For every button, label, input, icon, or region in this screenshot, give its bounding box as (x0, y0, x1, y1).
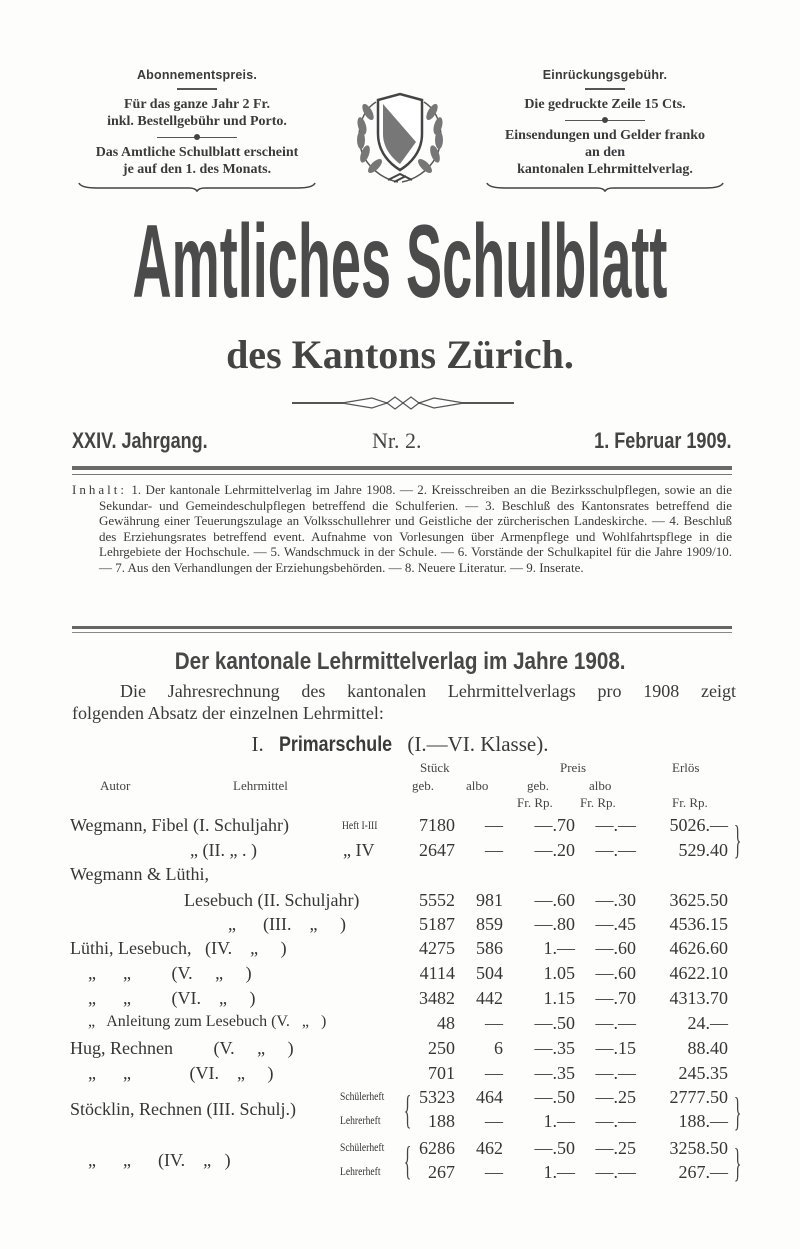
col-header-stueck-geb: geb. (412, 778, 435, 793)
section-heading: I. Primarschule (I.—VI. Klasse). (251, 732, 549, 756)
col-header-stueck-albo: albo (466, 778, 489, 793)
bracket: } (733, 1089, 742, 1134)
advertising-heading: Einrückungsgebühr. (542, 68, 668, 82)
contents-label: Inhalt: (72, 482, 127, 497)
brace-divider (77, 182, 317, 192)
table-row: Wegmann & Lüthi, (70, 864, 210, 884)
unit-erloes: Fr. Rp. (672, 795, 708, 810)
table-row: „ „ (V. „ ) 4114 504 1.05 —.60 4622.10 (88, 963, 728, 983)
table-of-contents (72, 482, 732, 576)
table-row: Stöcklin, Rechnen (III. Schulj.) (70, 1099, 296, 1119)
submissions-to: an den (584, 144, 626, 160)
bracket: } (733, 1140, 742, 1185)
col-header-erloes: Erlös (672, 760, 700, 775)
publication-note: Das Amtliche Schulblatt erscheint (95, 144, 299, 160)
col-header-stueck: Stück (420, 760, 450, 775)
table-row: Wegmann, Fibel (I. Schuljahr) Heft I-III 7180 — —.70 —.— 5026.— (70, 815, 728, 835)
double-rule (72, 466, 732, 475)
divider (585, 88, 625, 90)
table-row: „ „ (VI. „ ) 3482 442 1.15 —.70 4313.70 (88, 988, 728, 1008)
issue-date: 1. Februar 1909. (594, 428, 732, 453)
table-row: „ Anleitung zum Lesebuch (V. „ ) 48 — —.50 —.— 24.— (88, 1013, 728, 1033)
table-row: „ (III. „ ) 5187 859 —.80 —.45 4536.15 (228, 914, 728, 934)
col-header-autor: Autor (100, 778, 131, 793)
col-header-preis-albo: albo (589, 778, 612, 793)
rule (72, 626, 732, 629)
unit-preis-albo: Fr. Rp. (580, 795, 616, 810)
divider (177, 88, 217, 90)
col-header-preis-geb: geb. (527, 778, 550, 793)
article-title: Der kantonale Lehrmittelverlag im Jahre 1908. (174, 648, 626, 675)
masthead (0, 204, 800, 320)
bracket: { (403, 1087, 412, 1132)
col-header-lehrmittel: Lehrmittel (233, 778, 288, 793)
volume: XXIV. Jahrgang. (72, 428, 208, 453)
unit-preis-geb: Fr. Rp. (517, 795, 553, 810)
table-row: Hug, Rechnen (V. „ ) 250 6 —.35 —.15 88.40 (70, 1038, 728, 1058)
submissions-note: Einsendungen und Gelder franko (504, 127, 706, 143)
ornament-divider (565, 116, 645, 124)
bracket: { (403, 1138, 412, 1183)
table-row: „ (II. „ . ) „ IV 2647 — —.20 —.— 529.40 (190, 840, 728, 860)
subscription-includes: inkl. Bestellgebühr und Porto. (107, 113, 287, 129)
ornament-divider (292, 395, 514, 411)
table-row: „ „ (VI. „ ) 701 — —.35 —.— 245.35 (88, 1063, 728, 1083)
table-row: Schülerheft 6286 462 —.50 —.25 3258.50 (340, 1138, 728, 1158)
bracket: } (733, 817, 742, 862)
advertising-info (470, 68, 740, 192)
zurich-coat-of-arms-icon (342, 82, 458, 190)
advertising-rate: Die gedruckte Zeile 15 Cts. (524, 96, 686, 112)
masthead-title: Amtliches Schulblatt (132, 204, 668, 320)
rule (72, 632, 732, 633)
subscription-info (62, 68, 332, 192)
publication-schedule: je auf den 1. des Monats. (122, 161, 272, 177)
table-row: Lehrerheft 188 — 1.— —.— 188.— (340, 1111, 728, 1131)
table-row: Lesebuch (II. Schuljahr) 5552 981 —.60 —.30 3625.50 (184, 890, 728, 910)
table-row: Schülerheft 5323 464 —.50 —.25 2777.50 (340, 1087, 728, 1107)
table-row: „ „ (IV. „ ) (88, 1150, 231, 1170)
brace-divider (485, 182, 725, 192)
issue-number: Nr. 2. (372, 428, 422, 453)
table-row: Lüthi, Lesebuch, (IV. „ ) 4275 586 1.— —.60 4626.60 (70, 938, 728, 958)
article-intro: Die Jahresrechnung des kantonalen Lehrmittelverlags pro 1908 zeigt folgenden Absatz der einzelnen Lehrmittel: (72, 681, 736, 723)
subscription-heading: Abonnementspreis. (136, 68, 258, 82)
masthead-subtitle: des Kantons Zürich. (226, 332, 574, 377)
table-row: Lehrerheft 267 — 1.— —.— 267.— (340, 1162, 728, 1182)
col-header-preis: Preis (560, 760, 586, 775)
subscription-price: Für das ganze Jahr 2 Fr. (124, 96, 270, 112)
submissions-recipient: kantonalen Lehrmittelverlag. (517, 161, 693, 177)
ornament-divider (157, 133, 237, 141)
contents-text: 1. Der kantonale Lehrmittelverlag im Jahre 1908. — 2. Kreisschreiben an die Bezirksschulpflegen, sowie an die Sekundar- und Gemeindeschulpflegen betreffend die Schulferien. — 3. Beschluß des Kantonsrates betreffend die Gewährung einer Teuerungszulage an Volksschullehrer und Geistliche der zürcherischen Landeskirche. — 4. Beschluß des Erziehungsrates betreffend event. Aufnahme von Vorlesungen über Armenpflege und Wohlfahrtspflege in die Lehrgebiete der Hochschule. — 5. Wandschmuck in der Schule. — 6. Vorstände der Schulkapitel für die Jahre 1909/10. — 7. Aus den Verhandlungen der Erziehungsbehörden. — 8. Neuere Literatur. — 9. Inserate. (99, 482, 733, 575)
